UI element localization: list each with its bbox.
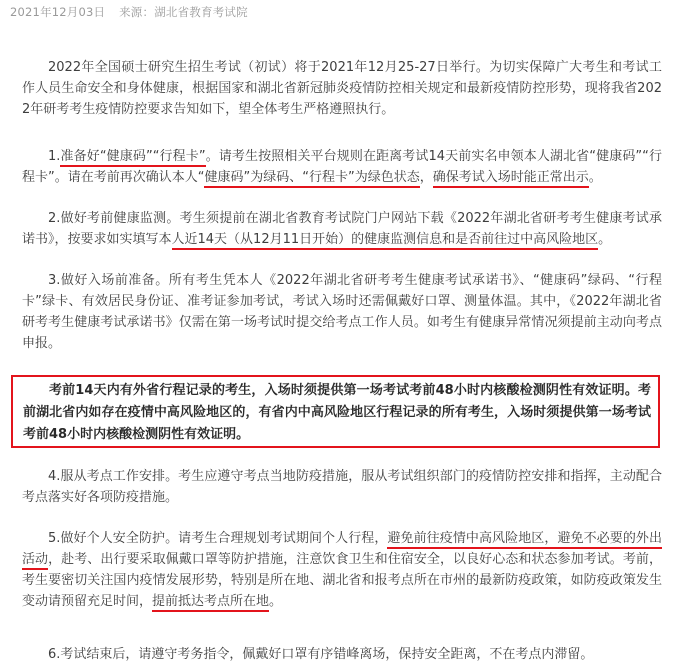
article-meta (10, 4, 258, 20)
item-1-highlight-green-status: 健康码”为绿码、“行程卡”为绿色状态 (204, 170, 419, 188)
item-4-paragraph: 4.服从考点工作安排。考生应遵守考点当地防疫措施，服从考试组织部门的疫情防控安排和指挥，主动配合考点落实好各项防疫措施。 (22, 469, 662, 505)
item-1-paragraph (22, 146, 662, 188)
item-2-paragraph (22, 208, 662, 250)
item-2-text: 。 (598, 232, 612, 247)
item-1-highlight-prepare: 准备好“健康码”“行程卡” (60, 149, 205, 167)
publish-date: 2021年12月03日 (10, 5, 106, 19)
intro-paragraph: 2022年全国硕士研究生招生考试（初试）将于2021年12月25-27日举行。为切实保障广大考生和考试工作人员生命安全和身体健康，根据国家和湖北省新冠肺炎疫情防控相关规定和最新疫情防控形势，现将我省2022年研考考生疫情防控要求告知如下，望全体考生严格遵照执行。 (22, 60, 662, 117)
item-5-text: 。 (269, 594, 283, 609)
item-5-text: 5.做好个人安全防护。请考生合理规划考试期间个人行程， (48, 531, 388, 546)
item-1-highlight-show: 确保考试入场时能正常出示 (433, 170, 589, 188)
item-5-highlight-avoid: 避免前往疫情中高风险地区，避免不必要的外出活动 (22, 531, 662, 570)
item-1-text: 。 (588, 170, 602, 185)
item-1-text: ， (419, 170, 433, 185)
item-2-highlight-monitoring: 人近14天（从12月11日开始）的健康监测信息和是否前往过中高风险地区 (172, 232, 599, 250)
item-5-highlight-arrive-early: 提前抵达考点所在地 (152, 594, 269, 612)
article-source: 来源：湖北省教育考试院 (119, 5, 248, 19)
notice-text: 考前14天内有外省行程记录的考生，入场时须提供第一场考试考前48小时内核酸检测阴性有效证明。考前湖北省内如存在疫情中高风险地区的，有省内中高风险地区行程记录的所有考生，入场时须提供第一场考试考前48小时内核酸检测阴性有效证明。 (23, 383, 651, 442)
item-1-text: 1. (48, 149, 61, 164)
item-6-paragraph: 6.考试结束后，请遵守考务指令，佩戴好口罩有序错峰离场，保持安全距离，不在考点内滞留。 (48, 647, 594, 662)
item-3-paragraph: 3.做好入场前准备。所有考生凭本人《2022年湖北省研考考生健康考试承诺书》、“健康码”绿码、“行程卡”绿卡、有效居民身份证、准考证参加考试，考试入场时还需佩戴好口罩、测量体温。其中，《2022年湖北省研考考生健康考试承诺书》仅需在第一场考试时提交给考点工作人员。如考生有健康异常情况须提前主动向考点申报。 (22, 273, 662, 351)
item-1-text: 。请考生按照相关平台规则在距离考试14天前实名申领本人湖北省“健康码”“行程卡”。请在考前再次确认本人“ (22, 149, 662, 185)
notice-box (11, 375, 660, 448)
item-5-paragraph (22, 528, 662, 612)
item-2-text: 2.做好考前健康监测。考生须提前在湖北省教育考试院门户网站下载《2022年湖北省研考考生健康考试承诺书》，按要求如实填写本 (22, 211, 662, 247)
item-5-text: ，赴考、出行要采取佩戴口罩等防护措施，注意饮食卫生和住宿安全，以良好心态和状态参加考试。考前，考生要密切关注国内疫情发展形势，特别是所在地、湖北省和报考点所在市州的最新防疫政策，如防疫政策发生变动请预留充足时间， (22, 552, 662, 609)
